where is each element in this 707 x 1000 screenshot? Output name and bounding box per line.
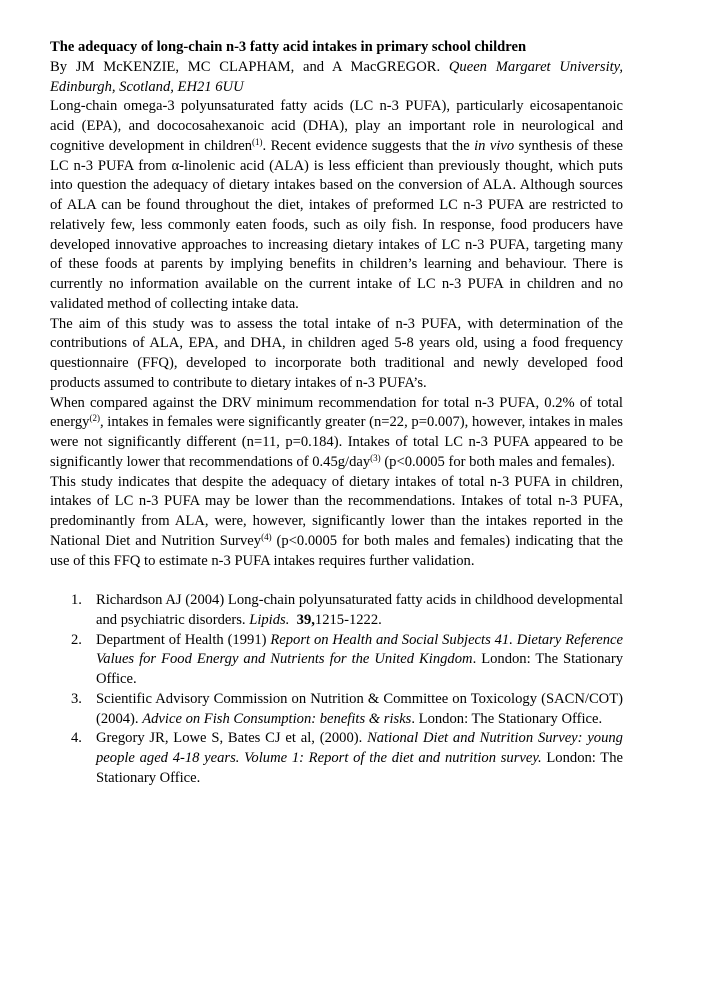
text: When compared against the DRV minimum recommendation for total n-3 PUFA, 0.2% of total energy bbox=[50, 394, 623, 431]
text: (p<0.0005 for both males and females). bbox=[380, 453, 616, 470]
text: . London: The Stationary Office. bbox=[411, 710, 603, 727]
text: (p<0.0005 for both males and females) indicating that the use of this FFQ to estimate n-3 PUFA intakes requires further validation. bbox=[50, 532, 623, 569]
reference-number: 4. bbox=[71, 730, 82, 747]
text: , intakes in females were significantly greater (n=22, p=0.007), however, intakes in males were not significantly different (n=11, p=0.184). Intakes of total LC n-3 PUFA appeared to be significantly lower that recommendations of 0.45g/day bbox=[50, 414, 623, 470]
text: . Recent evidence suggests that the bbox=[262, 137, 475, 154]
citation-1: (1) bbox=[252, 136, 263, 147]
text: 1215-1222. bbox=[314, 611, 382, 628]
paragraph-aim: The aim of this study was to assess the total intake of n-3 PUFA, with determination of the contributions of ALA, EPA, and DHA, in children aged 5-8 years old, using a food frequency questionnaire (FFQ), developed to incorporate both traditional and newly developed food products assumed to contribute to dietary intakes of n-3 PUFA’s. bbox=[50, 315, 623, 391]
text: This study indicates that despite the adequacy of dietary intakes of total n-3 PUFA in children, intakes of LC n-3 PUFA may be lower than the recommendations. Intakes of total n-3 PUFA, predominantly from ALA, were, however, significantly lower than the intakes reported in the National Diet and Nutrition Survey bbox=[50, 473, 623, 549]
reference-item bbox=[73, 690, 623, 730]
text: Scientific Advisory Commission on Nutrition & Committee on Toxicology (SACN/COT) (2004). bbox=[96, 690, 623, 727]
reference-number: 3. bbox=[71, 690, 82, 707]
citation-4: (4) bbox=[261, 531, 272, 542]
author-names: By JM McKENZIE, MC CLAPHAM, and A MacGREGOR. bbox=[50, 58, 441, 75]
text: Gregory JR, Lowe S, Bates CJ et al, (2000). bbox=[96, 730, 368, 747]
citation-3: (3) bbox=[370, 452, 381, 463]
report-title: Advice on Fish Consumption: benefits & risks bbox=[142, 710, 412, 727]
reference-item bbox=[73, 591, 623, 631]
journal-name: Lipids. bbox=[249, 611, 290, 628]
text: London: The Stationary Office. bbox=[96, 750, 623, 786]
abstract-page bbox=[50, 38, 623, 789]
text: . London: The Stationary Office. bbox=[96, 651, 623, 687]
paragraph-conclusion bbox=[50, 473, 623, 572]
reference-number: 1. bbox=[71, 592, 82, 608]
report-title: National Diet and Nutrition Survey: young people aged 4-18 years. Volume 1: Report of the diet and nutrition survey. bbox=[96, 730, 623, 766]
paper-title: The adequacy of long-chain n-3 fatty acid intakes in primary school children bbox=[50, 39, 527, 55]
text: Department of Health (1991) bbox=[96, 631, 271, 648]
affiliation: Queen Margaret University, Edinburgh, Scotland, EH21 6UU bbox=[50, 58, 623, 95]
text: Long-chain omega-3 polyunsaturated fatty acids (LC n-3 PUFA), particularly eicosapentanoic acid (EPA), and dococosahexanoic acid (DHA), play an important role in neurological and cognitive development in children bbox=[50, 98, 623, 154]
italic-term: in vivo bbox=[474, 137, 515, 154]
text: synthesis of these LC n-3 PUFA from α-linolenic acid (ALA) is less efficient than previously thought, which puts into question the adequacy of dietary intakes based on the conversion of ALA. Although sources of ALA can be found throughout the diet, intakes of preformed LC n-3 PUFA are restricted to relatively few, less commonly eaten foods, such as oily fish. In response, food producers have developed innovative approaches to increasing dietary intakes of LC n-3 PUFA, targeting many of these foods at parents by implying benefits in children’s learning and behaviour. There is currently no information available on the current intake of LC n-3 PUFA in children and no validated method of collecting intake data. bbox=[50, 137, 623, 312]
reference-number: 2. bbox=[71, 631, 82, 648]
author-line bbox=[50, 58, 623, 98]
citation-2: (2) bbox=[89, 413, 100, 424]
reference-item bbox=[73, 729, 623, 788]
paragraph-background bbox=[50, 97, 623, 314]
reference-item bbox=[73, 631, 623, 690]
text: Richardson AJ (2004) Long-chain polyunsaturated fatty acids in childhood developmental and psychiatric disorders. bbox=[96, 592, 623, 628]
volume: 39, bbox=[296, 611, 315, 628]
reference-list bbox=[50, 591, 623, 789]
paragraph-results bbox=[50, 394, 623, 473]
report-title: Report on Health and Social Subjects 41. Dietary Reference Values for Food Energy and Nutrients for the United Kingdom bbox=[96, 631, 623, 668]
